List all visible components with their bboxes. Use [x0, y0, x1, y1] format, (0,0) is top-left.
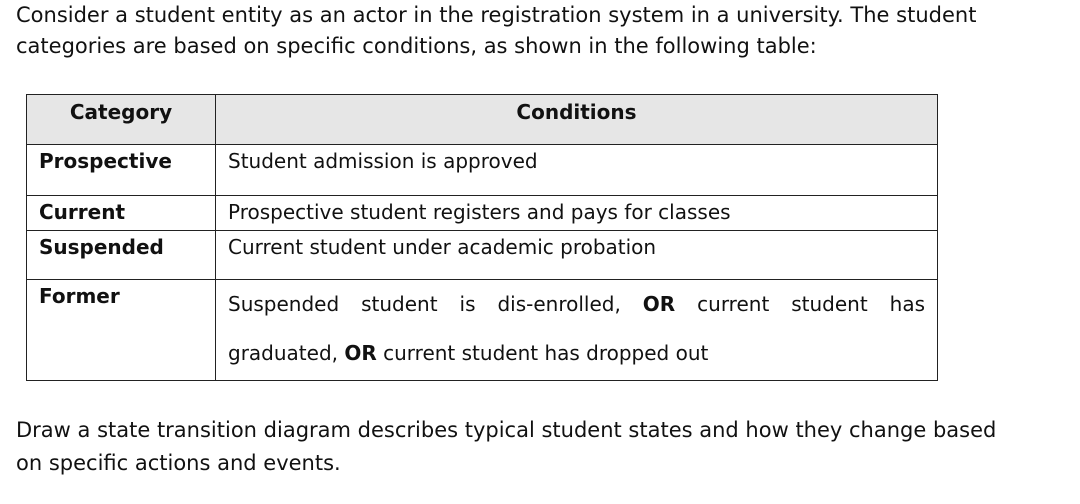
condition-text: Suspended student is dis-enrolled,	[228, 292, 643, 316]
intro-line-2: categories are based on specific conditions, as shown in the following table:	[16, 34, 817, 58]
outro-line-2: on specific actions and events.	[16, 451, 341, 475]
condition-text: current student has dropped out	[376, 341, 709, 365]
table-row	[27, 231, 938, 280]
table-row	[27, 196, 938, 231]
condition-cell: Student admission is approved	[216, 145, 938, 196]
condition-cell: Current student under academic probation	[216, 231, 938, 280]
header-conditions: Conditions	[216, 95, 938, 145]
category-cell: Current	[27, 196, 216, 231]
category-cell: Prospective	[27, 145, 216, 196]
or-keyword: OR	[642, 292, 676, 316]
category-cell: Former	[27, 280, 216, 381]
header-category: Category	[27, 95, 216, 145]
condition-text: graduated,	[228, 341, 345, 365]
table-row	[27, 145, 938, 196]
outro-paragraph	[16, 414, 1066, 480]
student-category-table	[26, 94, 938, 381]
or-keyword: OR	[344, 341, 377, 365]
condition-line-1	[228, 280, 925, 329]
table-header-row	[27, 95, 938, 145]
condition-line-2	[228, 329, 925, 378]
intro-line-1: Consider a student entity as an actor in the registration system in a university. The student	[16, 3, 977, 27]
condition-text: current student has	[675, 292, 926, 316]
condition-cell	[216, 280, 938, 381]
intro-paragraph	[16, 0, 1066, 62]
table-row	[27, 280, 938, 381]
condition-cell: Prospective student registers and pays for classes	[216, 196, 938, 231]
outro-line-1: Draw a state transition diagram describes typical student states and how they change based	[16, 418, 997, 442]
category-cell: Suspended	[27, 231, 216, 280]
